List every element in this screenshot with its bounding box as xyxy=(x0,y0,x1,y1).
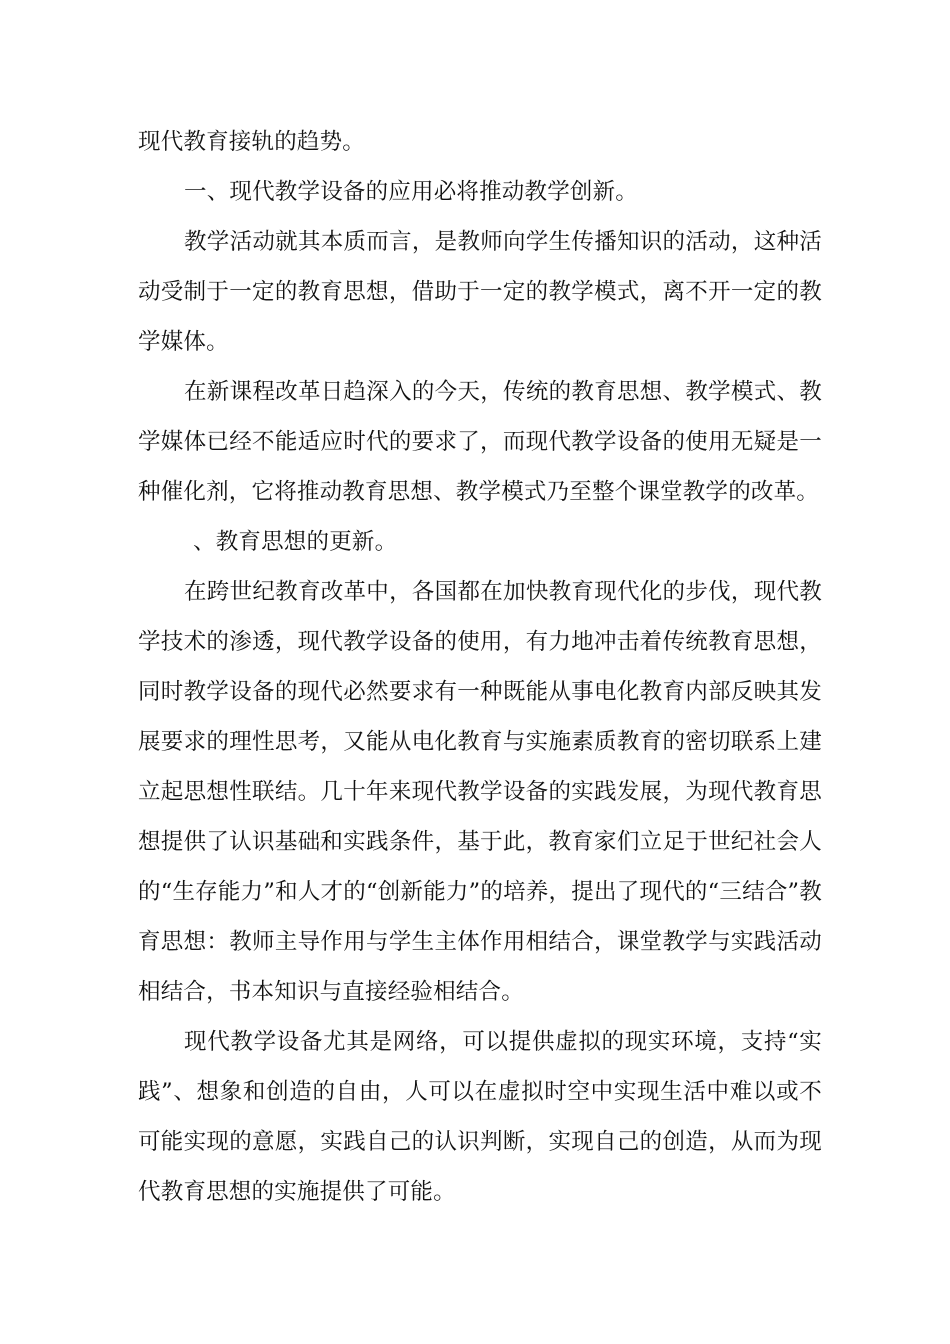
section-heading-2: 、教育思想的更新。 xyxy=(193,529,398,555)
paragraph: 在跨世纪教育改革中，各国都在加快教育现代化的步伐，现代教学技术的渗透，现代教学设备的使用，有力地冲击着传统教育思想，同时教学设备的现代必然要求有一种既能从事电化教育内部反映其发展要求的理性思考，又能从电化教育与实施素质教育的密切联系上建立起思想性联结。几十年来现代教学设备的实践发展，为现代教育思想提供了认识基础和实践条件，基于此，教育家们立足于世纪社会人的“生存能力”和人才的“创新能力”的培养，提出了现代的“三结合”教育思想：教师主导作用与学生主体作用相结合，课堂教学与实践活动相结合，书本知识与直接经验相结合。 xyxy=(138,579,822,1005)
paragraph: 现代教学设备尤其是网络，可以提供虚拟的现实环境，支持“实践”、想象和创造的自由，人可以在虚拟时空中实现生活中难以或不可能实现的意愿，实践自己的认识判断，实现自己的创造，从而为现代教育思想的实施提供了可能。 xyxy=(138,1029,822,1205)
document-body xyxy=(138,117,822,1217)
paragraph-continuation: 现代教育接轨的趋势。 xyxy=(138,129,366,155)
paragraph: 在新课程改革日趋深入的今天，传统的教育思想、教学模式、教学媒体已经不能适应时代的要求了，而现代教学设备的使用无疑是一种催化剂，它将推动教育思想、教学模式乃至整个课堂教学的改革。 xyxy=(138,379,822,505)
paragraph: 教学活动就其本质而言，是教师向学生传播知识的活动，这种活动受制于一定的教育思想，借助于一定的教学模式，离不开一定的教学媒体。 xyxy=(138,229,822,355)
section-heading-1: 一、现代教学设备的应用必将推动教学创新。 xyxy=(184,179,639,205)
